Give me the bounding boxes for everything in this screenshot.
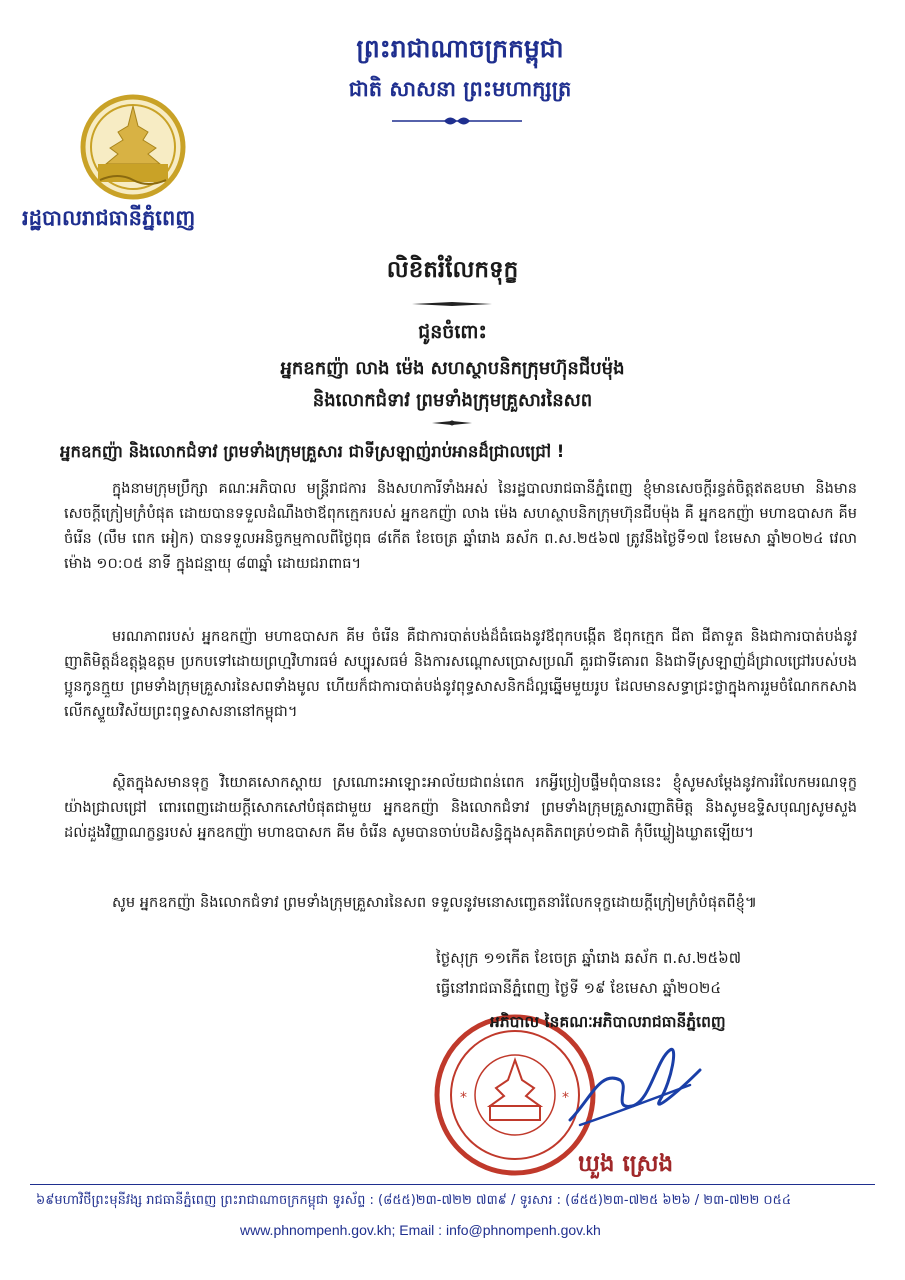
solar-date: ធ្វើនៅរាជធានីភ្នំពេញ ថ្ងៃទី ១៩ ខែមេសា ឆ្នាំ២០២៤: [436, 979, 721, 997]
signer-name: ឃួង ស្រេង: [578, 1151, 674, 1177]
signature-icon: [560, 1030, 710, 1140]
signer-title: អភិបាល នៃគណៈអភិបាលរាជធានីភ្នំពេញ: [490, 1013, 726, 1031]
svg-text:*: *: [460, 1090, 467, 1106]
recipient-divider-icon: [432, 418, 472, 428]
footer-divider: [30, 1184, 875, 1185]
recipient-line-2: និងលោកជំទាវ ព្រមទាំងក្រុមគ្រួសារនៃសព: [312, 390, 593, 411]
document-title: លិខិតរំលែកទុក្ខ: [386, 257, 519, 283]
recipient-line-1: អ្នកឧកញ៉ា លាង ម៉េង សហស្ថាបនិកក្រុមហ៊ុនជីបម៉ុង: [280, 358, 625, 379]
footer-address: ៦៩មហាវិថីព្រះមុនីវង្ស រាជធានីភ្នំពេញ ព្រះរាជាណាចក្រកម្ពុជា ទូរស័ព្ទ : (៨៥៥)២៣-៧២២ ៧៣៩ / ទូរសារ : (៨៥៥)២៣-៧២៥ ៦២៦ / ២៣-៧២២ ០៥៤: [36, 1193, 792, 1208]
salutation: អ្នកឧកញ៉ា និងលោកជំទាវ ព្រមទាំងក្រុមគ្រួសារ ជាទីស្រឡាញ់រាប់អានដ៏ជ្រាលជ្រៅ !: [60, 442, 565, 461]
national-motto: ជាតិ សាសនា ព្រះមហាក្សត្រ: [348, 77, 572, 101]
paragraph-4: សូម អ្នកឧកញ៉ា និងលោកជំទាវ ព្រមទាំងក្រុមគ្រួសារនៃសព ទទួលនូវមនោសញ្ចេតនារំលែកទុក្ខដោយក្តីក្រៀមក្រំបំផុតពីខ្ញុំ៕: [112, 894, 757, 911]
paragraph-1: ក្នុងនាមក្រុមប្រឹក្សា គណៈអភិបាល មន្ត្រីរាជការ និងសហការីទាំងអស់ នៃរដ្ឋបាលរាជធានីភ្នំពេញ ខ្ញុំមានសេចក្តីរន្ធត់ចិត្តឥតឧបមា និងមានសេចក្តីក្រៀមក្រំបំផុត ដោយបានទទួលដំណឹងថាឪពុកក្មេករបស់ អ្នកឧកញ៉ា លាង ម៉េង សហស្ថាបនិកក្រុមហ៊ុនជីបម៉ុង គឺ អ្នកឧកញ៉ា មហាឧបាសក គីម ចំរើន (លឹម ពេក អៀក) បានទទួលអនិច្ចកម្មកាលពីថ្ងៃពុធ ៨កើត ខែចេត្រ ឆ្នាំរោង ឆស័ក ព.ស.២៥៦៧ ត្រូវនឹងថ្ងៃទី១៧ ខែមេសា ឆ្នាំ២០២៤ វេលាម៉ោង ១០:០៥ នាទី ក្នុងជន្មាយុ ៨៣ឆ្នាំ ដោយជរាពាធ។: [64, 480, 857, 572]
authority-name: រដ្ឋបាលរាជធានីភ្នំពេញ: [22, 206, 196, 230]
svg-text:*: *: [562, 1090, 569, 1106]
lunar-date: ថ្ងៃសុក្រ ១១កើត ខែចេត្រ ឆ្នាំរោង ឆស័ក ព.ស.២៥៦៧: [436, 949, 742, 967]
title-divider-icon: [412, 302, 492, 306]
recipient-label: ជូនចំពោះ: [418, 321, 487, 343]
phnom-penh-seal-icon: [78, 92, 188, 202]
ornament-divider-icon: [392, 112, 522, 130]
footer-contact: www.phnompenh.gov.kh; Email : info@phnompenh.gov.kh: [240, 1222, 601, 1238]
kingdom-heading: ព្រះរាជាណាចក្រកម្ពុជា: [356, 34, 564, 63]
paragraph-3: ស្ថិតក្នុងសមានទុក្ខ វិយោគសោកស្តាយ ស្រណោះអាឡោះអាល័យជាពន់ពេក រកអ្វីប្រៀបផ្ទឹមពុំបាននេះ ខ្ញុំសូមសម្តែងនូវការរំលែកមរណទុក្ខយ៉ាងជ្រាលជ្រៅ ពោរពេញដោយក្តីសោកសៅបំផុតជាមួយ អ្នកឧកញ៉ា និងលោកជំទាវ ព្រមទាំងក្រុមគ្រួសារញាតិមិត្ត និងសូមឧទ្ទិសបុណ្យសូមសួងដល់ដួងវិញ្ញាណក្ខន្ធរបស់ អ្នកឧកញ៉ា មហាឧបាសក គីម ចំរើន សូមបានចាប់បដិសន្ធិក្នុងសុគតិភពគ្រប់១ជាតិ កុំបីឃ្លៀងឃ្លាតឡើយ។: [64, 774, 857, 841]
paragraph-2: មរណភាពរបស់ អ្នកឧកញ៉ា មហាឧបាសក គីម ចំរើន គឺជាការបាត់បង់ដ៏ធំធេងនូវឪពុកបង្កើត ឪពុកក្មេក ជីតា ជីតាទួត និងជាការបាត់បង់នូវញាតិមិត្តដ៏ឧត្តុង្គឧត្តម ប្រកបទៅដោយព្រហ្មវិហារធម៌ សប្បុរសធម៌ និងការសណ្តោសប្រោសប្រណី គួរជាទីគោរព និងជាទីស្រឡាញ់ដ៏ជ្រាលជ្រៅរបស់បងប្អូនកូនក្មួយ ព្រមទាំងក្រុមគ្រួសារនៃសពទាំងមូល ហើយក៏ជាការបាត់បង់នូវពុទ្ធសាសនិកដ៏ល្អឆ្នើមមួយរូប ដែលមានសទ្ធាជ្រះថ្លាក្នុងការរួមចំណែកកសាងលើកស្ទួយវិស័យព្រះពុទ្ធសាសនានៅកម្ពុជា។: [64, 628, 857, 720]
